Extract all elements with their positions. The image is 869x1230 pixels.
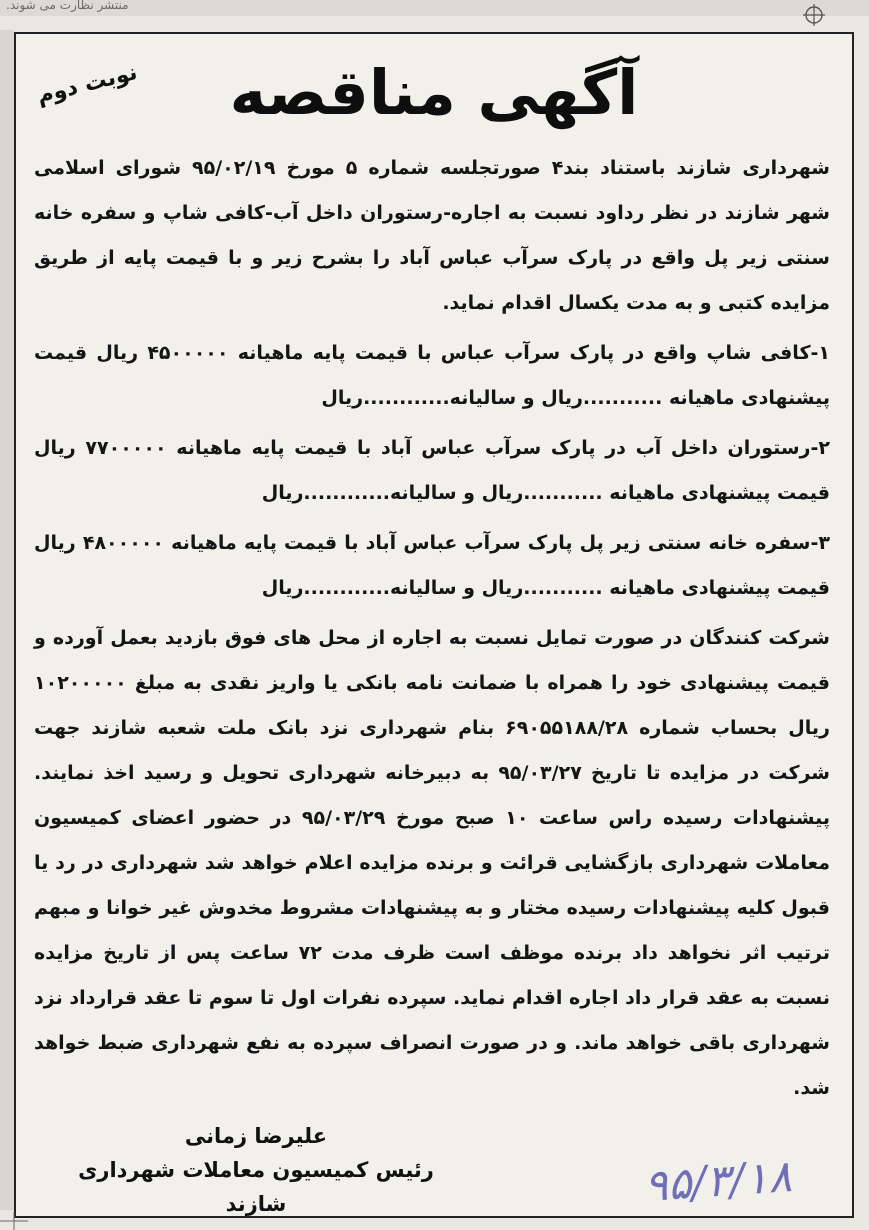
top-strip-text: منتشر نظارت می شوند. — [6, 0, 129, 12]
signer-name: علیرضا زمانی — [184, 1124, 328, 1148]
signature-block — [46, 1119, 466, 1221]
item-1 — [34, 331, 830, 421]
item-2-fill: ...........ریال و سالیانه............ریال — [261, 482, 603, 504]
top-paper-strip — [0, 0, 869, 16]
handwritten-date: ۹۵/۳/۱۸ — [642, 1150, 794, 1213]
item-3-text: ۳-سفره خانه سنتی زیر پل پارک سرآب عباس آباد با قیمت پایه ماهیانه ۴۸۰۰۰۰۰ ریال قیمت پیشنهادی ماهیانه — [34, 532, 830, 599]
notice-body — [34, 146, 830, 1111]
conditions-paragraph: شرکت کنندگان در صورت تمایل نسبت به اجاره از محل های فوق بازدید بعمل آورده و قیمت پیشنهادی خود را همراه با ضمانت نامه بانکی یا واریز نقدی به مبلغ ۱۰۲۰۰۰۰۰ ریال بحساب شماره ۶۹۰۵۵۱۸۸/۲۸ بنام شهرداری نزد بانک ملت شعبه شازند جهت شرکت در مزایده تا تاریخ ۹۵/۰۳/۲۷ به دبیرخانه شهرداری تحویل و رسید اخذ نمایند. پیشنهادات رسیده راس ساعت ۱۰ صبح مورخ ۹۵/۰۳/۲۹ در حضور اعضای کمیسیون معاملات شهرداری بازگشایی قرائت و برنده مزایده اعلام خواهد شد شهرداری در رد یا قبول کلیه پیشنهادات رسیده مختار و به پیشنهادات مشروط مخدوش غیر خوانا و مبهم ترتیب اثر نخواهد داد برنده موظف است ظرف مدت ۷۲ ساعت پس از تاریخ مزایده نسبت به عقد قرار داد اجاره اقدام نماید. سپرده نفرات اول تا سوم تا عقد قرارداد نزد شهرداری باقی خواهد ماند. و در صورت انصراف سپرده به نفع شهرداری ضبط خواهد شد. — [34, 627, 831, 1099]
item-3 — [34, 521, 830, 611]
tender-notice — [14, 32, 854, 1218]
intro-paragraph: شهرداری شازند باستناد بند۴ صورتجلسه شماره ۵ مورخ ۹۵/۰۲/۱۹ شورای اسلامی شهر شازند در نظر رداود نسبت به اجاره-رستوران داخل آب-کافی شاپ و سفره خانه سنتی زیر پل واقع در پارک سرآب عباس آباد را بشرح زیر و با قیمت پایه از طریق مزایده کتبی و به مدت یکسال اقدام نماید. — [34, 157, 830, 314]
item-1-fill: ...........ریال و سالیانه............ریال — [321, 387, 663, 409]
registration-mark-icon — [803, 4, 825, 26]
round-label: نوبت دوم — [34, 59, 140, 110]
bottom-crop-mark-icon — [0, 1212, 28, 1230]
item-2-text: ۲-رستوران داخل آب در پارک سرآب عباس آباد با قیمت پایه ماهیانه ۷۷۰۰۰۰۰ ریال قیمت پیشنهادی ماهیانه — [34, 437, 830, 504]
notice-title: آگهی مناقصه — [229, 56, 639, 129]
item-1-text: ۱-کافی شاپ واقع در پارک سرآب عباس با قیمت پایه ماهیانه ۴۵۰۰۰۰۰ ریال قیمت پیشنهادی ماهیانه — [34, 342, 830, 409]
adjacent-column-strip — [0, 30, 14, 1210]
item-3-fill: ...........ریال و سالیانه............ریال — [261, 577, 603, 599]
signer-title: رئیس کمیسیون معاملات شهرداری شازند — [78, 1158, 434, 1216]
item-2 — [34, 426, 830, 516]
